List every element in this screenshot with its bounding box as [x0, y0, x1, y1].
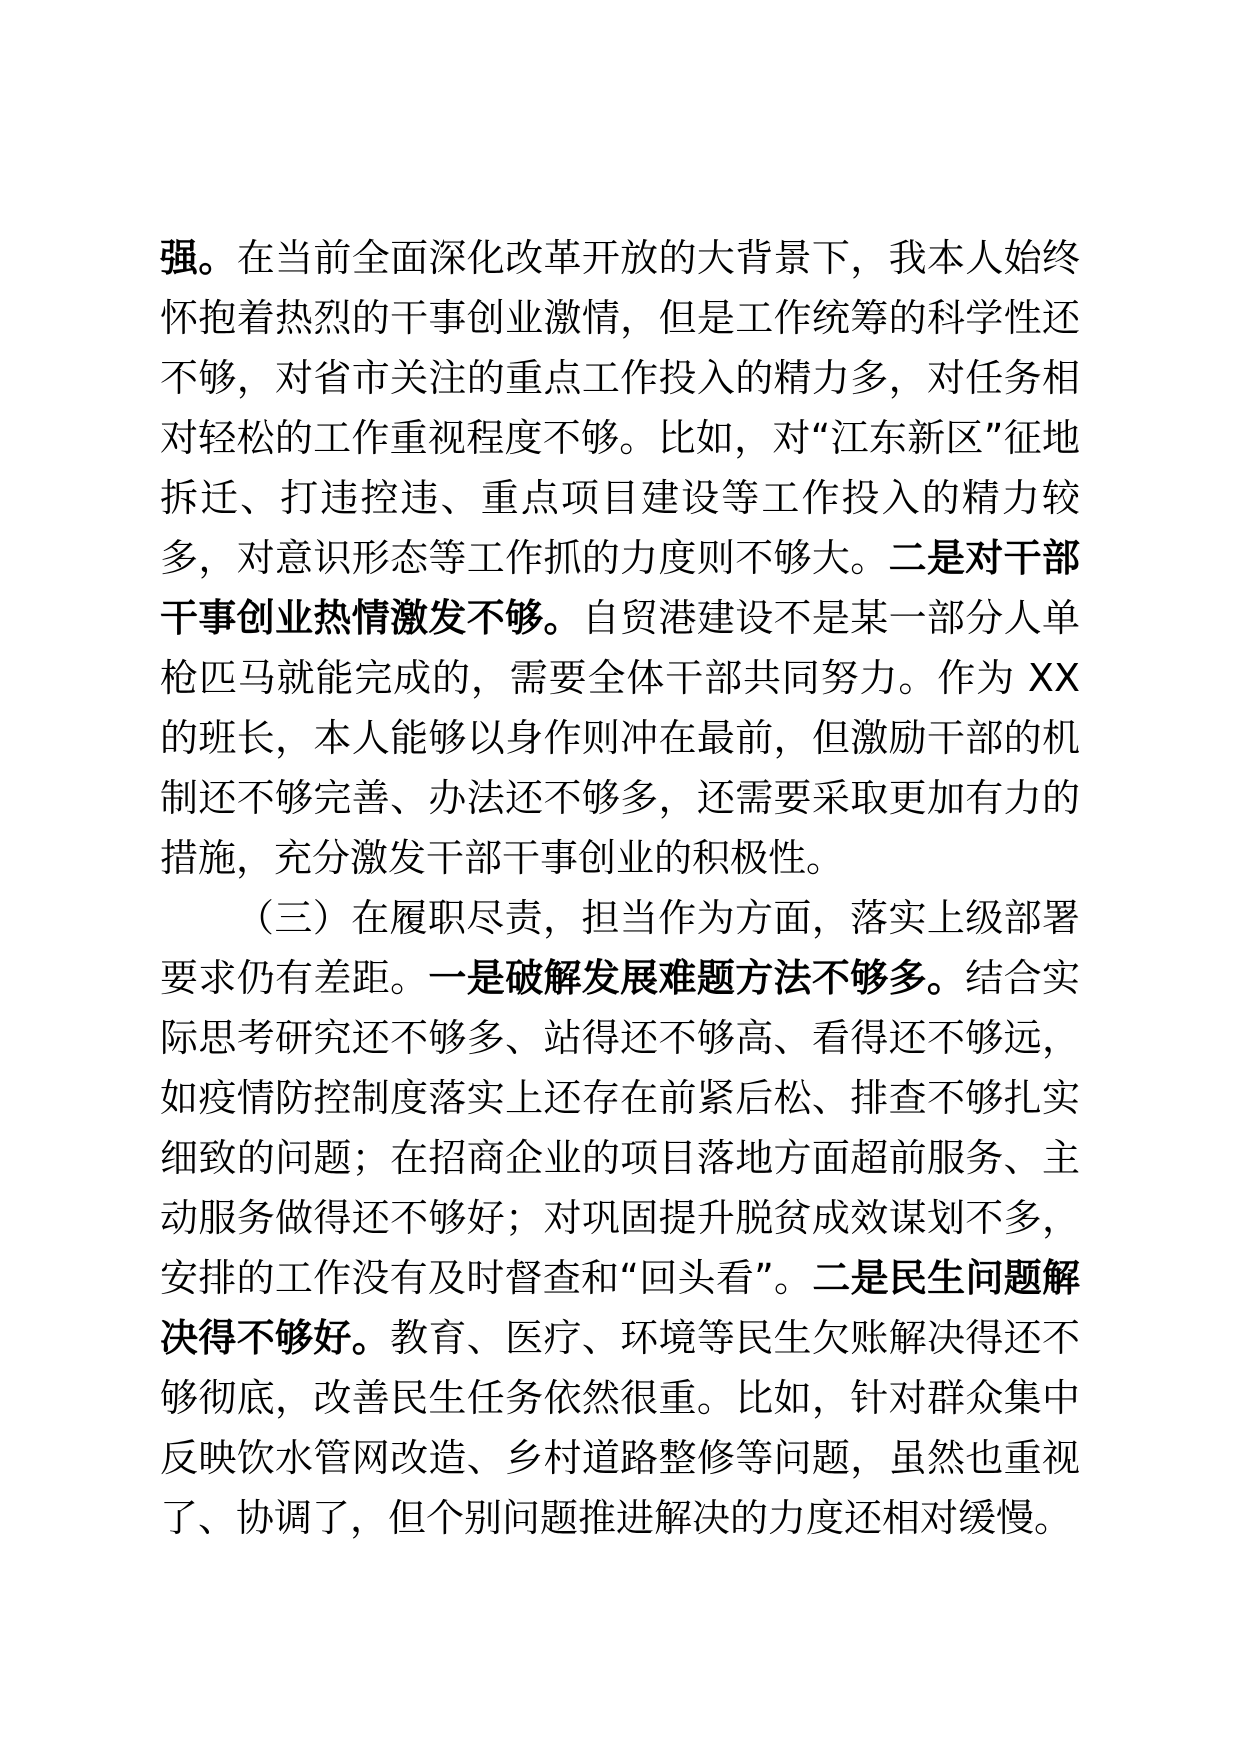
text-run: 自贸港建设不是某一部分人单枪匹马就能完成的，需要全体干部共同努力。作为 XX 的班长，本人能够以身作则冲在最前，但激励干部的机制还不够完善、办法还不够多，还需要采取更加有力的措施，充分激发干部干事创业的积极性。	[160, 596, 1080, 880]
paragraph-2	[160, 888, 1080, 1548]
body-text	[160, 228, 1080, 1548]
paragraph-1	[160, 228, 1080, 888]
bold-phrase: 二是民生问题解决得不够好。	[160, 1256, 1080, 1360]
bold-phrase: 强。	[160, 236, 237, 280]
text-run: 在当前全面深化改革开放的大背景下，我本人始终怀抱着热烈的干事创业激情，但是工作统筹的科学性还不够，对省市关注的重点工作投入的精力多，对任务相对轻松的工作重视程度不够。比如，对“江东新区”征地拆迁、打违控违、重点项目建设等工作投入的精力较多，对意识形态等工作抓的力度则不够大。	[160, 236, 1080, 580]
bold-phrase: 二是对干部干事创业热情激发不够。	[160, 536, 1080, 640]
bold-phrase: 一是破解发展难题方法不够多。	[428, 956, 966, 1000]
text-run: 结合实际思考研究还不够多、站得还不够高、看得还不够远，如疫情防控制度落实上还存在前紧后松、排查不够扎实细致的问题；在招商企业的项目落地方面超前服务、主动服务做得还不够好；对巩固提升脱贫成效谋划不多，安排的工作没有及时督查和“回头看”。	[160, 956, 1080, 1300]
text-run: 教育、医疗、环境等民生欠账解决得还不够彻底，改善民生任务依然很重。比如，针对群众集中反映饮水管网改造、乡村道路整修等问题，虽然也重视了、协调了，但个别问题推进解决的力度还相对缓慢。	[160, 1316, 1080, 1540]
section-heading: （三）在履职尽责，担当作为方面，落实上级部署要求仍有差距。	[160, 896, 1080, 1000]
